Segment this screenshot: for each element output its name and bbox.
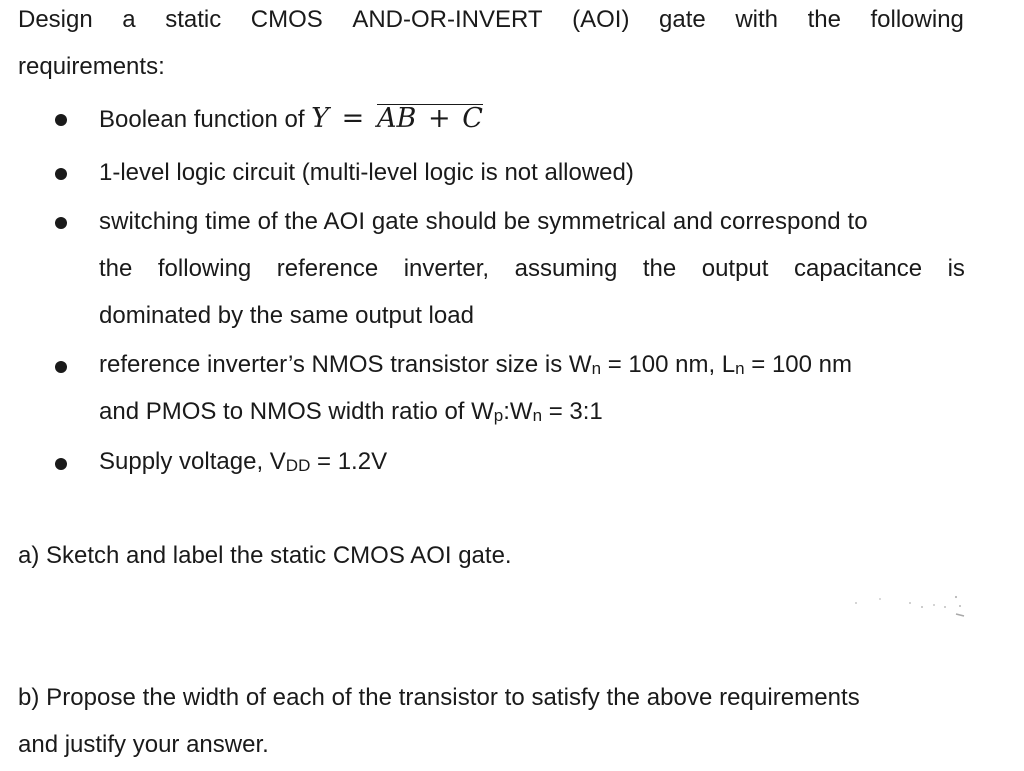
requirement-reference-inverter-line-2 (99, 397, 603, 429)
requirement-switching-line-3: dominated by the same output load (99, 302, 474, 329)
requirement-text: Boolean function of (99, 106, 305, 133)
subscript-n: n (735, 359, 745, 378)
switching-word: following (157, 255, 252, 282)
bullet-icon (55, 217, 67, 229)
intro-word: a (122, 6, 136, 33)
requirement-reference-inverter-line-1 (99, 350, 852, 382)
math-output-variable: Y (311, 103, 329, 134)
requirement-single-level: 1-level logic circuit (multi-level logic is not allowed) (99, 159, 634, 186)
intro-word: (AOI) (572, 6, 630, 33)
switching-word: is (947, 255, 965, 282)
bullet-icon (55, 361, 67, 373)
bullet-icon (55, 458, 67, 470)
switching-word: the (642, 255, 677, 282)
requirement-text: = 100 nm, L (601, 351, 736, 378)
intro-word: AND-OR-INVERT (352, 6, 543, 33)
intro-line-2: requirements: (18, 53, 165, 80)
bullet-icon (55, 114, 67, 126)
scan-artifact (852, 592, 967, 622)
intro-line-1 (18, 5, 964, 35)
question-b-line-2: and justify your answer. (18, 731, 269, 758)
switching-word: output (701, 255, 769, 282)
requirement-supply-voltage (99, 447, 387, 479)
requirement-text: = 1.2V (310, 448, 388, 475)
math-term-ab: AB (376, 103, 417, 134)
requirement-text: :W (503, 398, 533, 425)
switching-word: capacitance (793, 255, 923, 282)
switching-word: inverter, (403, 255, 490, 282)
intro-word: with (735, 6, 778, 33)
requirement-text: = 100 nm (744, 351, 853, 378)
switching-word: reference (276, 255, 379, 282)
switching-word: assuming (514, 255, 618, 282)
intro-word: static (165, 6, 222, 33)
math-complement-bar (377, 104, 483, 133)
bullet-icon (55, 168, 67, 180)
question-b-line-1: b) Propose the width of each of the transistor to satisfy the above requirements (18, 684, 860, 711)
requirement-text: Supply voltage, V (99, 448, 286, 475)
math-equals: = (341, 103, 365, 134)
subscript-n: n (591, 359, 602, 378)
subscript-p: p (493, 406, 504, 425)
subscript-n: n (532, 406, 543, 425)
requirement-text: = 3:1 (542, 398, 603, 425)
requirement-switching-line-1: switching time of the AOI gate should be symmetrical and correspond to (99, 208, 868, 235)
intro-word: following (870, 6, 964, 33)
switching-word: the (99, 255, 133, 282)
requirement-switching-line-2 (99, 254, 965, 284)
math-term-c: C (462, 103, 483, 134)
requirement-text: and PMOS to NMOS width ratio of W (99, 398, 494, 425)
subscript-dd: DD (285, 456, 311, 475)
math-plus: + (427, 103, 451, 134)
requirement-text: reference inverter’s NMOS transistor size is W (99, 351, 592, 378)
intro-word: gate (659, 6, 706, 33)
requirement-boolean-function (99, 104, 483, 135)
intro-word: the (807, 6, 841, 33)
question-a: a) Sketch and label the static CMOS AOI gate. (18, 542, 512, 569)
intro-word: Design (18, 6, 93, 33)
intro-word: CMOS (250, 6, 323, 33)
